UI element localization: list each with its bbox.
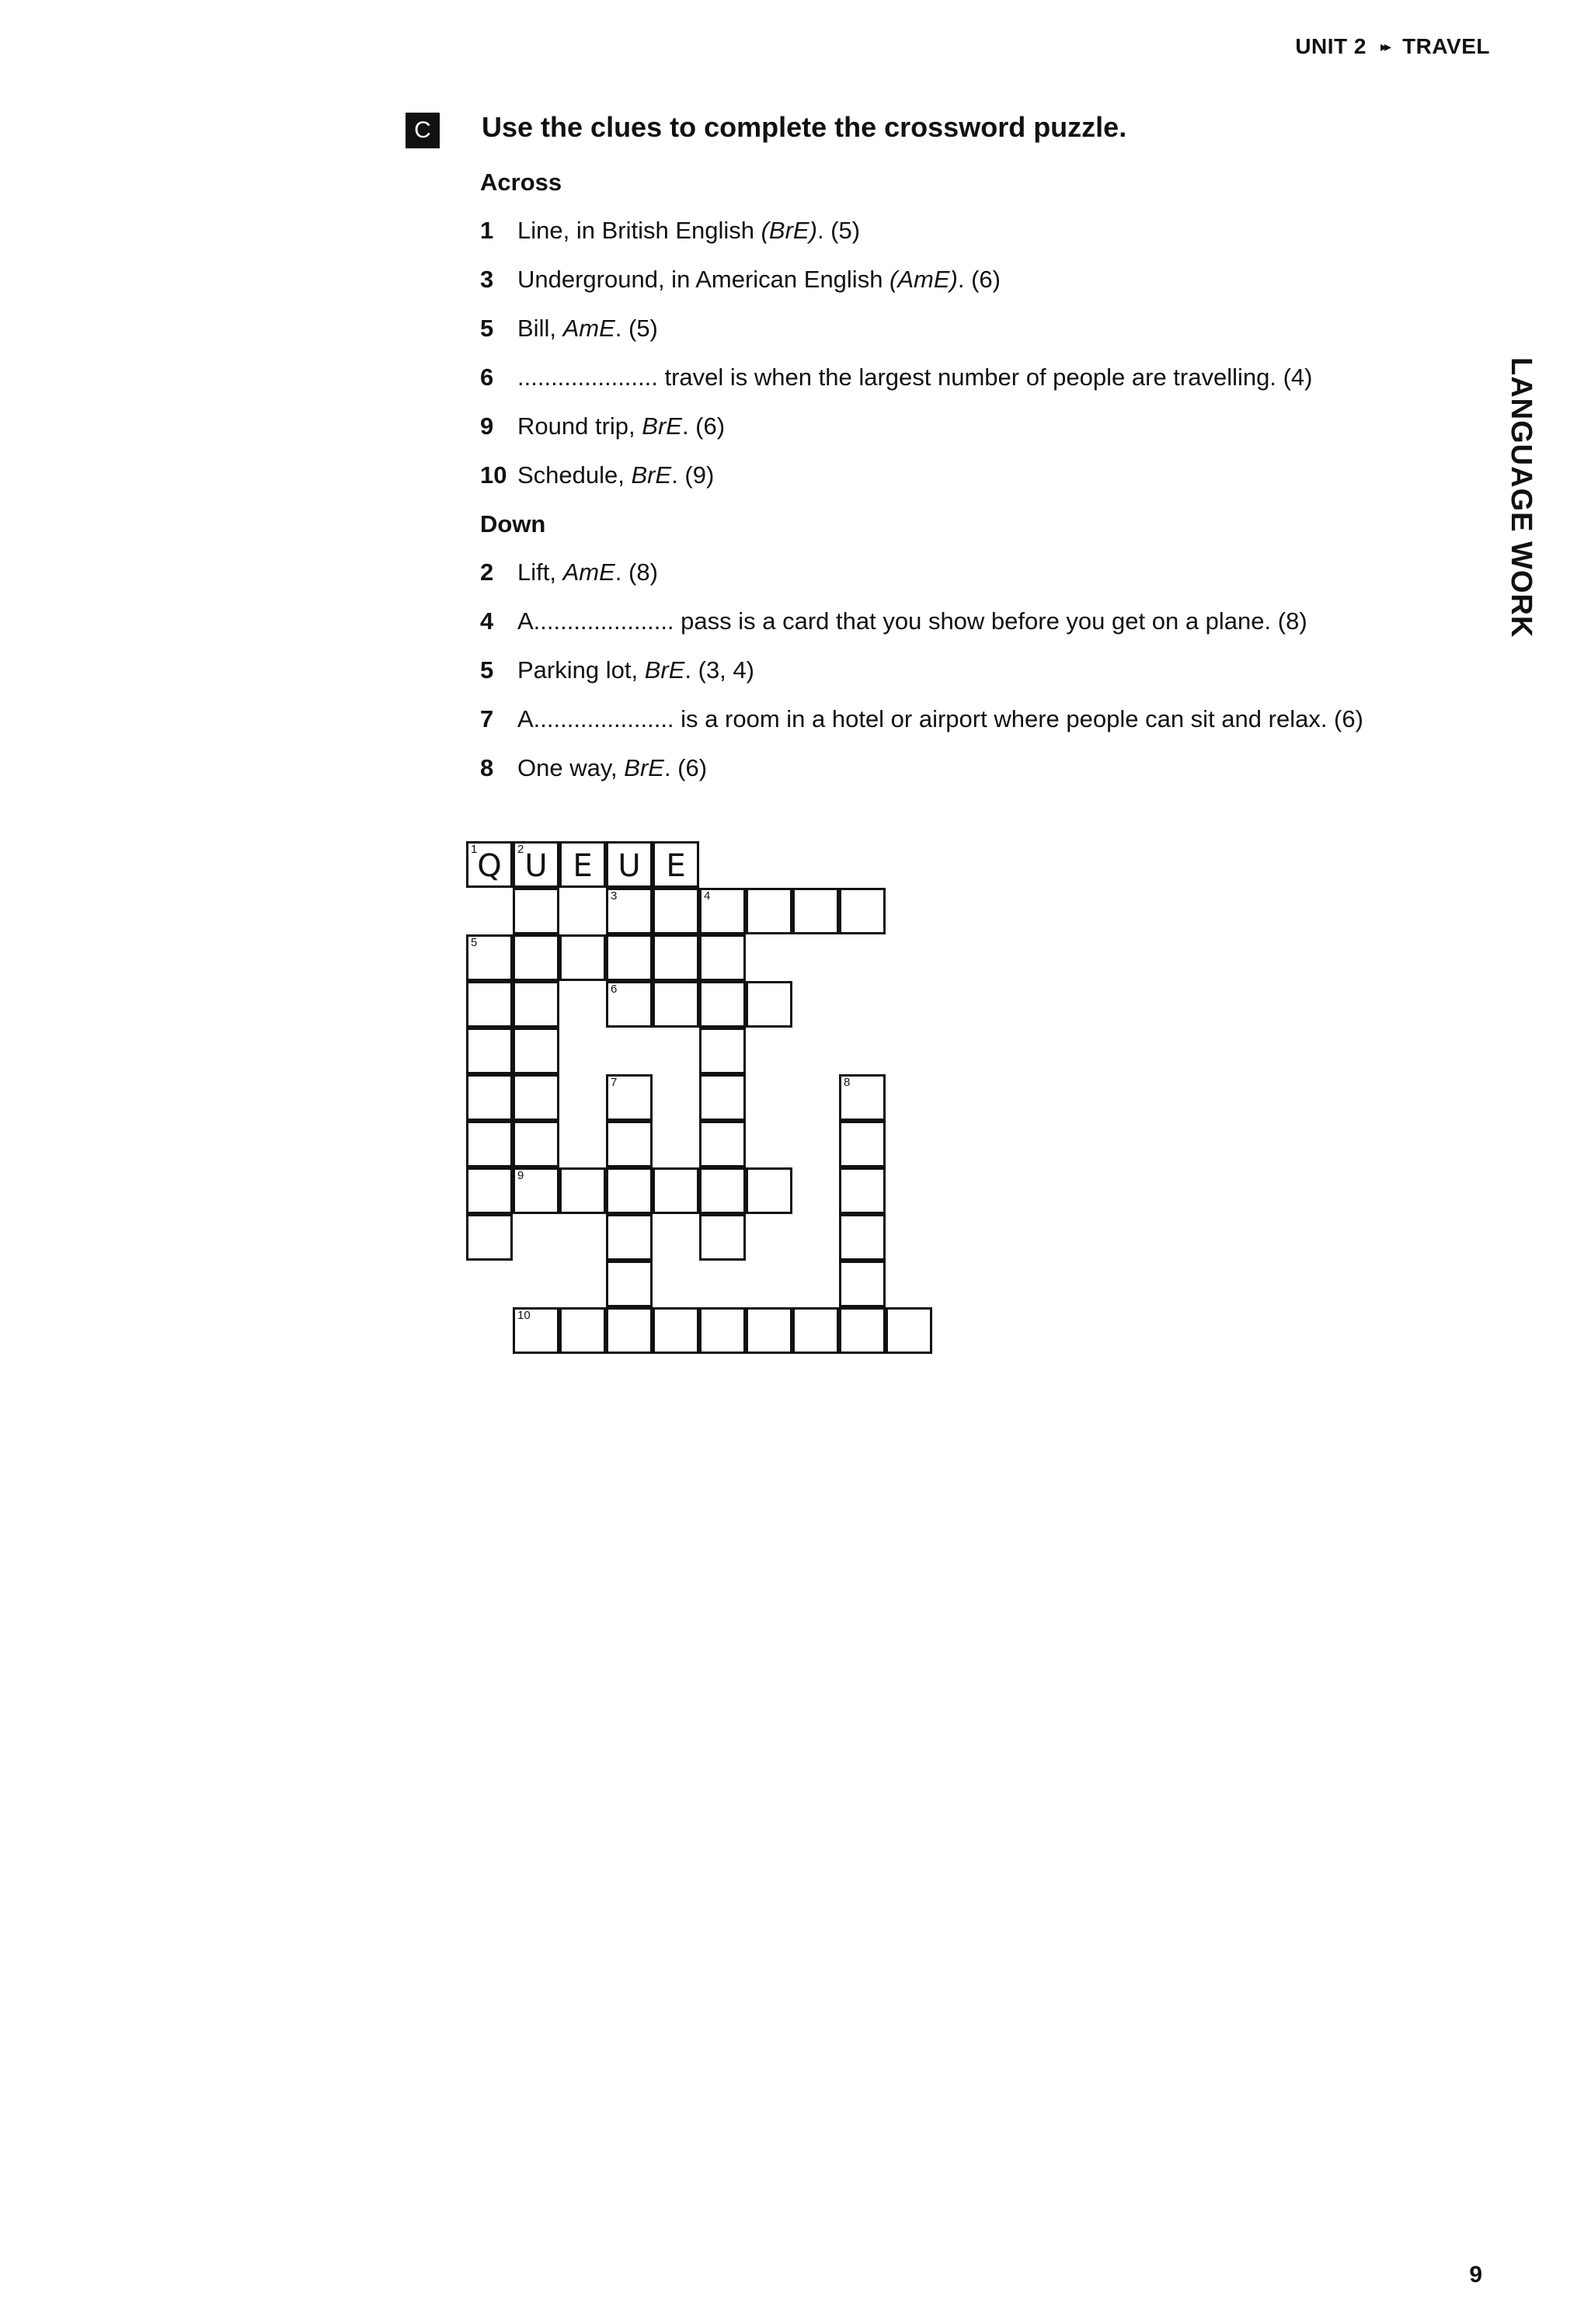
clue-number: 5 [480, 656, 494, 684]
clue-text-main: Round trip, [517, 412, 642, 440]
crossword-cell[interactable] [513, 888, 559, 934]
crossword-cell[interactable] [653, 934, 699, 981]
clue-text [517, 753, 707, 802]
page-number: 9 [1469, 2262, 1482, 2287]
crossword-cell[interactable] [606, 1074, 653, 1121]
down-heading: Down [480, 510, 546, 538]
across-clue [480, 411, 1490, 460]
cell-letter: E [666, 848, 686, 884]
cell-number: 6 [611, 983, 618, 996]
crossword-cell[interactable] [839, 1074, 886, 1121]
crossword-cell[interactable] [559, 1307, 606, 1354]
crossword-cell[interactable] [699, 981, 746, 1028]
crossword-cell[interactable] [699, 1121, 746, 1167]
down-clue [480, 704, 1490, 753]
crossword-cell[interactable] [653, 1307, 699, 1354]
clue-abbreviation: AmE [562, 315, 615, 342]
clue-length: . (5) [614, 315, 658, 342]
cell-number: 3 [611, 889, 618, 903]
clue-length: . (5) [816, 217, 861, 244]
crossword-cell[interactable] [466, 1167, 513, 1214]
clue-abbreviation: (BrE) [761, 217, 817, 244]
clue-text [517, 557, 658, 606]
down-clue [480, 753, 1490, 802]
crossword-cell[interactable] [839, 1307, 886, 1354]
side-tab-label: LANGUAGE WORK [1505, 357, 1537, 638]
crossword-cell[interactable] [606, 888, 653, 934]
cell-letter: Q [477, 848, 502, 884]
clue-number: 8 [480, 754, 494, 781]
crossword-cell[interactable] [606, 1121, 653, 1167]
crossword-cell[interactable] [839, 1261, 886, 1307]
clue-text-main: Bill, [517, 315, 563, 342]
clue-abbreviation: BrE [642, 412, 682, 440]
crossword-cell[interactable] [513, 1121, 559, 1167]
unit-topic: TRAVEL [1402, 34, 1490, 58]
crossword-cell[interactable] [606, 1261, 653, 1307]
down-clue [480, 557, 1490, 606]
crossword-cell[interactable] [792, 888, 839, 934]
clue-number: 9 [480, 412, 494, 440]
clue-abbreviation: BrE [644, 656, 685, 684]
crossword-cell[interactable] [746, 981, 792, 1028]
clue-length: . (8) [614, 558, 658, 586]
clue-text [517, 606, 1307, 655]
clue-text [517, 313, 658, 362]
clue-text [517, 264, 1001, 313]
clue-text [517, 460, 714, 509]
clue-number: 7 [480, 705, 494, 732]
crossword-cell[interactable] [653, 981, 699, 1028]
crossword-cell[interactable] [606, 934, 653, 981]
crossword-cell[interactable] [513, 1307, 559, 1354]
crossword-cell[interactable] [699, 1028, 746, 1074]
crossword-cell[interactable] [559, 934, 606, 981]
clue-text-main: One way, [517, 754, 625, 781]
clue-length: . (6) [663, 754, 708, 781]
cell-number: 2 [517, 843, 524, 856]
cell-letter: E [573, 848, 593, 884]
crossword-cell[interactable] [699, 1307, 746, 1354]
crossword-cell[interactable] [466, 1214, 513, 1261]
crossword-cell[interactable] [792, 1307, 839, 1354]
exercise-instruction: Use the clues to complete the crossword puzzle. [482, 111, 1127, 143]
cell-letter: U [524, 848, 548, 884]
clue-abbreviation: AmE [562, 558, 615, 586]
across-clue [480, 264, 1490, 313]
clue-number: 2 [480, 558, 494, 586]
crossword-cell[interactable] [886, 1307, 932, 1354]
clue-text [517, 704, 1363, 753]
cell-number: 4 [704, 889, 711, 903]
clue-text [517, 362, 1312, 411]
crossword-cell[interactable] [839, 1167, 886, 1214]
down-clues [480, 557, 1490, 802]
clue-number: 10 [480, 461, 507, 489]
crossword-cell[interactable] [746, 888, 792, 934]
clue-text-main: Parking lot, [517, 656, 645, 684]
cell-number: 1 [471, 843, 478, 856]
crossword-cell[interactable] [559, 841, 606, 888]
crossword-cell[interactable] [513, 1028, 559, 1074]
crossword-cell[interactable] [466, 1121, 513, 1167]
crossword-cell[interactable] [513, 841, 559, 888]
clue-number: 1 [480, 217, 494, 244]
crossword-cell[interactable] [606, 841, 653, 888]
down-clue [480, 655, 1490, 704]
crossword-cell[interactable] [653, 888, 699, 934]
cell-number: 5 [471, 936, 478, 949]
cell-number: 9 [517, 1169, 524, 1182]
crossword-cell[interactable] [466, 841, 513, 888]
clue-text [517, 411, 725, 460]
clue-list [480, 167, 1490, 802]
clue-text-main: A..................... pass is a card that you show before you get on a plane. (8) [517, 607, 1307, 635]
crossword-cell[interactable] [466, 1074, 513, 1121]
crossword-cell[interactable] [513, 934, 559, 981]
clue-length: . (9) [671, 461, 715, 489]
clue-number: 6 [480, 364, 494, 391]
cell-number: 7 [611, 1076, 618, 1089]
clue-text-main: Schedule, [517, 461, 632, 489]
clue-number: 4 [480, 607, 494, 635]
crossword-cell[interactable] [746, 1167, 792, 1214]
clue-text [517, 215, 860, 264]
crossword-cell[interactable] [699, 1167, 746, 1214]
clue-text [517, 655, 754, 704]
exercise-badge: C [406, 113, 440, 148]
down-clue [480, 606, 1490, 655]
across-clue [480, 362, 1490, 411]
arrow-separator-icon: ▸▸ [1380, 38, 1389, 54]
across-clue [480, 215, 1490, 264]
clue-text-main: A..................... is a room in a hotel or airport where people can sit and relax. (6) [517, 705, 1363, 732]
across-clue [480, 313, 1490, 362]
clue-text-main: ..................... travel is when the largest number of people are travelling. (4) [517, 364, 1313, 391]
crossword-cell[interactable] [839, 1214, 886, 1261]
cell-letter: U [618, 848, 641, 884]
crossword-cell[interactable] [466, 934, 513, 981]
across-heading: Across [480, 169, 562, 196]
unit-label: UNIT 2 [1295, 34, 1366, 58]
cell-number: 10 [517, 1309, 531, 1322]
crossword-cell[interactable] [699, 1074, 746, 1121]
clue-length: . (6) [681, 412, 726, 440]
crossword-cell[interactable] [699, 1214, 746, 1261]
crossword-cell[interactable] [746, 1307, 792, 1354]
clue-abbreviation: (AmE) [889, 266, 958, 293]
clue-length: . (3, 4) [684, 656, 754, 684]
clue-length: . (6) [957, 266, 1001, 293]
crossword-cell[interactable] [559, 1167, 606, 1214]
running-header [1295, 34, 1490, 59]
crossword-cell[interactable] [606, 1214, 653, 1261]
crossword-cell[interactable] [839, 888, 886, 934]
crossword-cell[interactable] [653, 1167, 699, 1214]
crossword-cell[interactable] [839, 1121, 886, 1167]
crossword-cell[interactable] [606, 981, 653, 1028]
crossword-cell[interactable] [513, 981, 559, 1028]
crossword-cell[interactable] [466, 1028, 513, 1074]
clue-text-main: Underground, in American English [517, 266, 890, 293]
crossword-cell[interactable] [699, 934, 746, 981]
crossword-cell[interactable] [606, 1307, 653, 1354]
clue-abbreviation: BrE [624, 754, 664, 781]
crossword-cell[interactable] [653, 841, 699, 888]
clue-abbreviation: BrE [631, 461, 672, 489]
clue-number: 3 [480, 266, 494, 293]
crossword-cell[interactable] [466, 981, 513, 1028]
crossword-cell[interactable] [699, 888, 746, 934]
crossword-cell[interactable] [513, 1167, 559, 1214]
across-clues [480, 215, 1490, 509]
across-clue [480, 460, 1490, 509]
clue-text-main: Lift, [517, 558, 563, 586]
cell-number: 8 [844, 1076, 851, 1089]
clue-number: 5 [480, 315, 494, 342]
crossword-cell[interactable] [513, 1074, 559, 1121]
clue-text-main: Line, in British English [517, 217, 761, 244]
crossword-cell[interactable] [606, 1167, 653, 1214]
